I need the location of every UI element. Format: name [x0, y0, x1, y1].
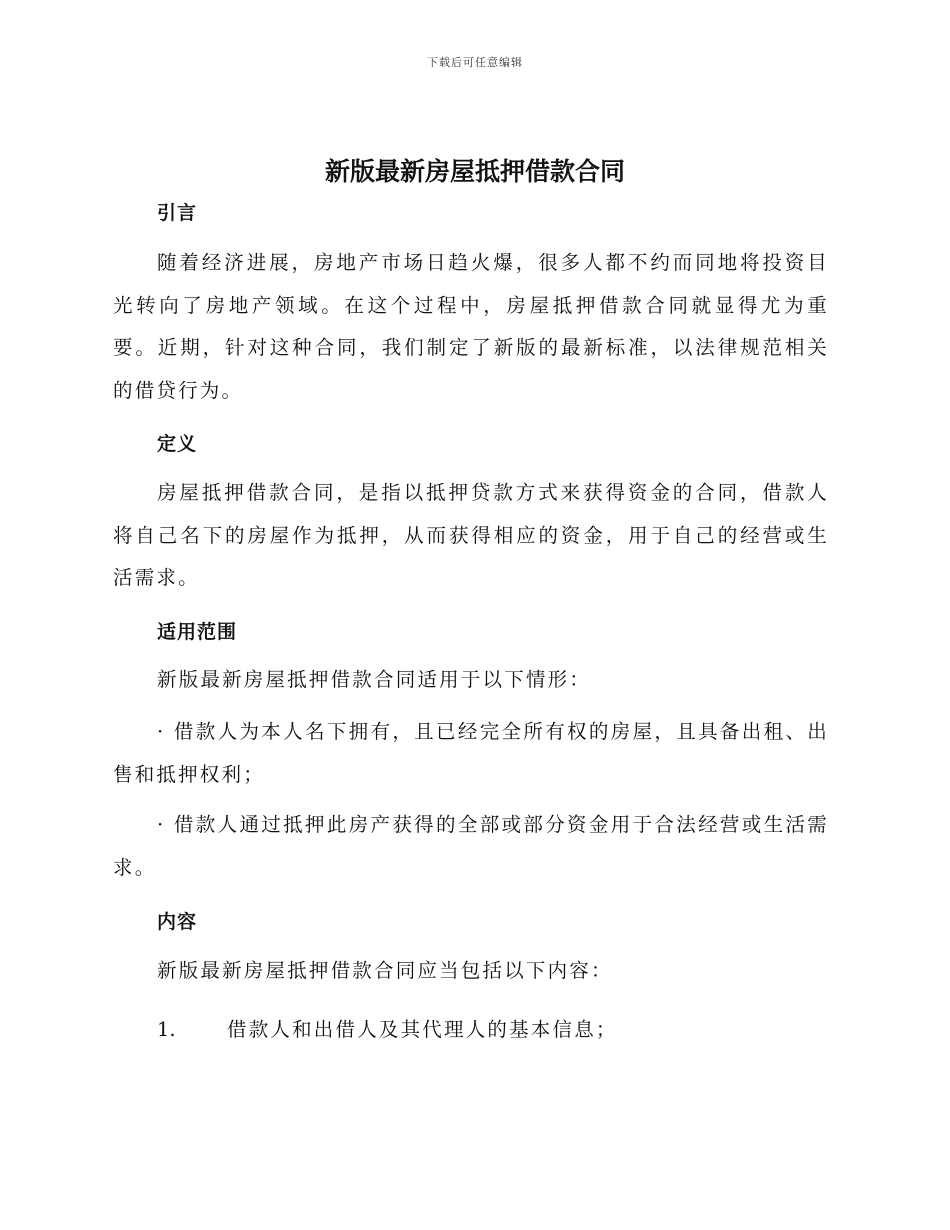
content-intro: 新版最新房屋抵押借款合同应当包括以下内容： — [157, 959, 613, 982]
scope-intro: 新版最新房屋抵押借款合同适用于以下情形： — [157, 668, 592, 691]
section-heading-intro: 引言 — [157, 202, 198, 224]
section-heading-content: 内容 — [157, 911, 198, 933]
header-note: 下载后可任意编辑 — [427, 56, 523, 69]
intro-paragraph: 随着经济进展，房地产市场日趋火爆，很多人都不约而同地将投资目光转向了房地产领域。在这个过程中，房屋抵押借款合同就显得尤为重要。近期，针对这种合同，我们制定了新版的最新标准，以法律规范相关的借贷行为。 — [113, 251, 829, 402]
list-item-number: 1. — [157, 1018, 176, 1041]
list-item-text: 借款人和出借人及其代理人的基本信息； — [227, 1018, 618, 1041]
definition-paragraph: 房屋抵押借款合同，是指以抵押贷款方式来获得资金的合同，借款人将自己名下的房屋作为抵押，从而获得相应的资金，用于自己的经营或生活需求。 — [113, 481, 829, 589]
section-heading-definition: 定义 — [157, 433, 198, 455]
content-list-item — [157, 1009, 618, 1052]
document-title: 新版最新房屋抵押借款合同 — [324, 157, 625, 186]
scope-bullet-2: · 借款人通过抵押此房产获得的全部或部分资金用于合法经营或生活需求。 — [113, 813, 829, 879]
section-heading-scope: 适用范围 — [157, 621, 238, 643]
scope-bullet-1: · 借款人为本人名下拥有，且已经完全所有权的房屋，且具备出租、出售和抵押权利； — [113, 720, 829, 786]
